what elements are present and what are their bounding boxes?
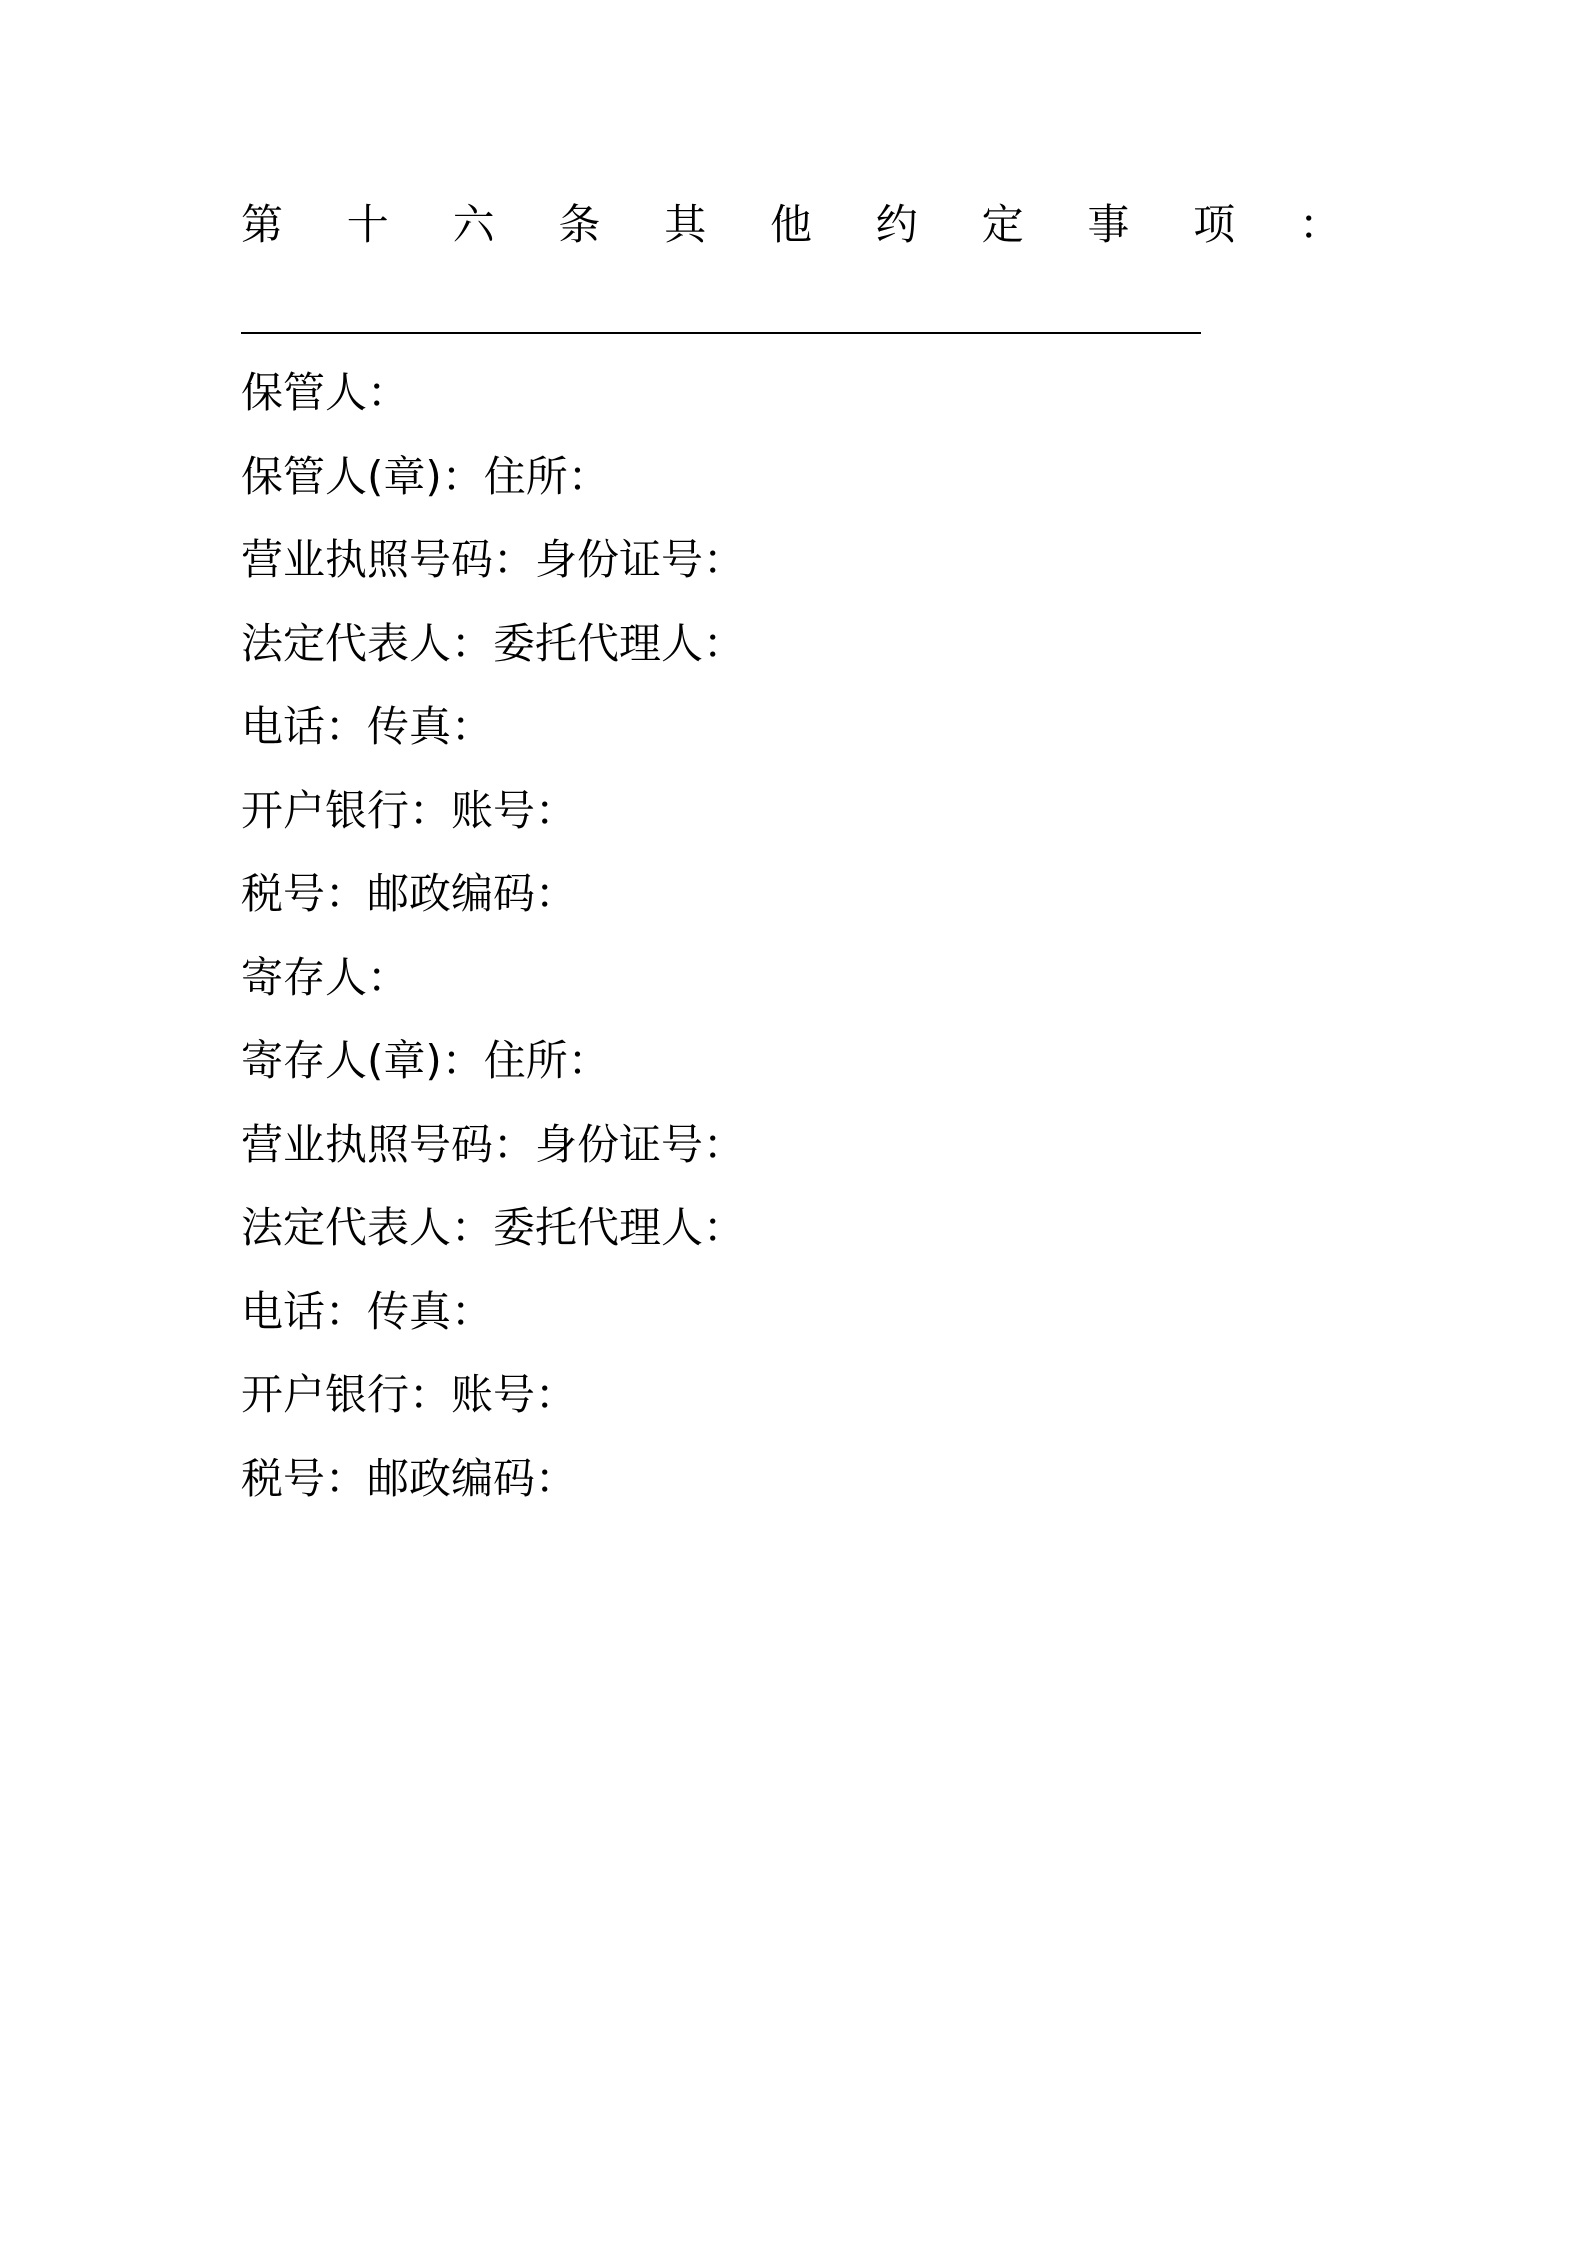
depositor-tax-postcode-line: 税号：邮政编码： bbox=[241, 1453, 578, 1503]
heading-char: 十 bbox=[346, 200, 389, 249]
custodian-bank-account-line: 开户银行：账号： bbox=[241, 785, 578, 835]
heading-char: 事 bbox=[1087, 200, 1130, 249]
heading-char: 约 bbox=[875, 200, 918, 249]
custodian-phone-fax-line: 电话：传真： bbox=[241, 702, 494, 751]
heading-char: 条 bbox=[558, 200, 601, 249]
custodian-tax-postcode-line: 税号：邮政编码： bbox=[241, 869, 578, 918]
custodian-license-id-line: 营业执照号码：身份证号： bbox=[241, 535, 746, 584]
article-16-heading bbox=[241, 195, 1341, 255]
heading-char: 六 bbox=[452, 200, 495, 249]
fill-in-blank-line bbox=[241, 332, 1201, 334]
custodian-seal-address-line: 保管人(章)：住所： bbox=[241, 451, 610, 501]
custodian-label: 保管人： bbox=[241, 368, 410, 417]
heading-char: 定 bbox=[981, 200, 1024, 249]
depositor-seal-address-line: 寄存人(章)：住所： bbox=[241, 1036, 610, 1085]
depositor-label: 寄存人： bbox=[241, 952, 410, 1002]
heading-char: 第 bbox=[241, 200, 284, 249]
signature-block bbox=[241, 363, 745, 1532]
depositor-representative-line: 法定代表人：委托代理人： bbox=[241, 1203, 746, 1252]
custodian-representative-line: 法定代表人：委托代理人： bbox=[241, 618, 746, 668]
heading-char: 他 bbox=[769, 200, 812, 249]
depositor-phone-fax-line: 电话：传真： bbox=[241, 1286, 494, 1336]
heading-char: 项 bbox=[1193, 200, 1236, 249]
heading-char: 其 bbox=[664, 200, 707, 249]
depositor-license-id-line: 营业执照号码：身份证号： bbox=[241, 1119, 746, 1169]
heading-char: ： bbox=[1298, 200, 1341, 249]
depositor-bank-account-line: 开户银行：账号： bbox=[241, 1370, 578, 1419]
